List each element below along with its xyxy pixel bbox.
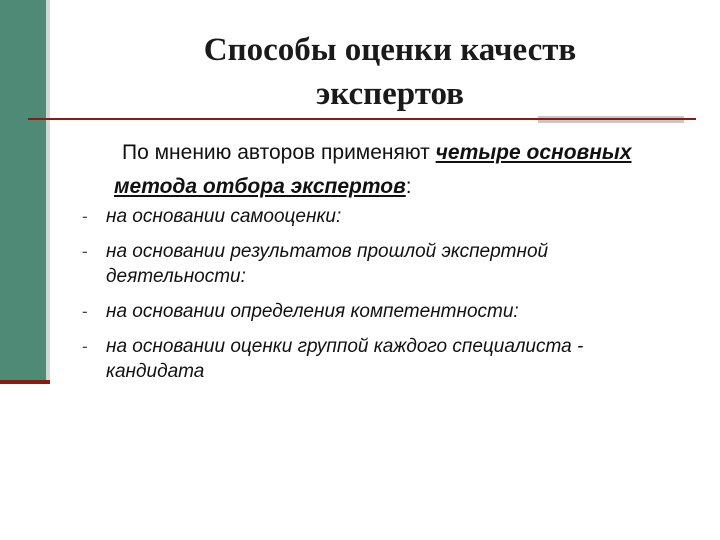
list-item bbox=[82, 299, 682, 324]
bullet-dash: - bbox=[82, 337, 88, 356]
methods-list bbox=[82, 204, 682, 394]
list-item-text: на основании результатов прошлой экспертной деятельности: bbox=[106, 241, 549, 287]
sidebar-decoration bbox=[0, 0, 46, 383]
sidebar-shadow bbox=[46, 0, 50, 383]
list-item bbox=[82, 204, 682, 229]
list-item bbox=[82, 334, 682, 384]
title-rule bbox=[28, 118, 696, 120]
bullet-dash: - bbox=[82, 242, 88, 261]
list-item-text: на основании оценки группой каждого специалиста - кандидата bbox=[106, 336, 584, 382]
bullet-dash: - bbox=[82, 207, 88, 226]
sidebar-underline bbox=[0, 380, 50, 384]
title-line-2: экспертов bbox=[316, 76, 464, 112]
intro-end: : bbox=[405, 175, 412, 198]
list-item-text: на основании самооценки: bbox=[106, 206, 342, 227]
intro-text: По мнению авторов применяют bbox=[122, 141, 436, 164]
slide-title bbox=[100, 28, 680, 116]
intro-paragraph bbox=[114, 136, 674, 204]
title-line-1: Способы оценки качеств bbox=[203, 32, 577, 68]
list-item-text: на основании определения компетентности: bbox=[106, 301, 519, 322]
list-item bbox=[82, 239, 682, 289]
intro-emphasis: четыре основных метода отбора экспертов bbox=[114, 141, 632, 198]
bullet-dash: - bbox=[82, 302, 88, 321]
